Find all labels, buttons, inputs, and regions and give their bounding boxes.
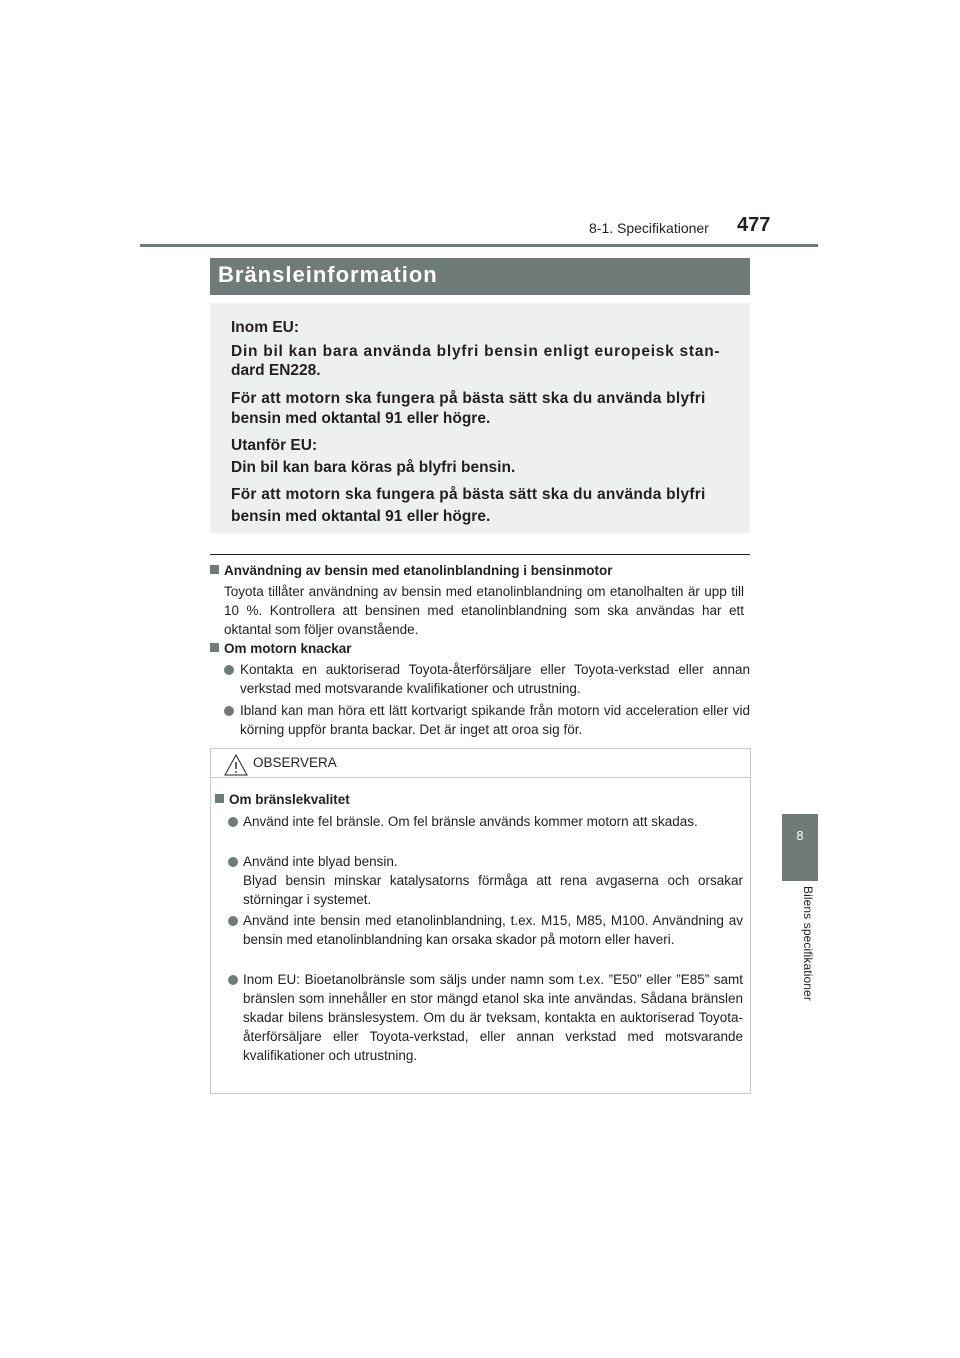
notice-heading-text: Om bränslekvalitet [229,792,350,807]
notice-bullet-subtext: Blyad bensin minskar katalysatorns förmåga att rena avgaserna och orsakar störningar i systemet. [243,873,743,907]
square-bullet-icon [210,643,219,652]
section-heading-text: Om motorn knackar [224,641,352,656]
notice-bullet-text: Inom EU: Bioetanolbränsle som säljs under namn som t.ex. ”E50” eller ”E85” samt bränslen som innehåller en stor mängd etanol ska inte användas. Sådana bränslen skadar bilens bränslesystem. Om du är tveksam, kontakta en auktoriserad Toyota-återförsäljare eller Toyota-verkstad, eller annan verkstad med motsvarande kvalifikationer och utrustning. [243,972,743,1063]
info-line: För att motorn ska fungera på bästa sätt ska du använda blyfri [231,390,706,407]
section-heading-text: Användning av bensin med etanolinblandning i bensinmotor [224,563,613,578]
circle-bullet-icon [228,857,238,867]
notice-title: OBSERVERA [253,755,337,770]
section-divider [210,554,750,555]
page-title: Bränsleinformation [218,262,438,287]
circle-bullet-icon [228,975,238,985]
info-line: bensin med oktantal 91 eller högre. [231,410,491,427]
section-paragraph: Toyota tillåter användning av bensin med etanolinblandning om etanolhalten är upp till 10 %. Kontrollera att bensinen med etanolinblandning som ska användas har ett oktantal som följer ovanstående. [224,584,744,637]
bullet-text: Ibland kan man höra ett lätt kortvarigt spikande från motorn vid acceleration eller vid körning uppför branta backar. Det är inget att oroa sig för. [240,703,750,737]
info-line: bensin med oktantal 91 eller högre. [231,508,491,525]
circle-bullet-icon [224,706,234,716]
warning-triangle-icon [224,754,248,776]
notice-bullet-text: Använd inte bensin med etanolinblandning, t.ex. M15, M85, M100. Användning av bensin med etanolinblandning kan orsaka skador på motorn eller haveri. [243,913,743,947]
info-line: Utanför EU: [231,437,318,454]
section-heading [210,563,613,578]
bullet-text: Kontakta en auktoriserad Toyota-återförsäljare eller Toyota-verkstad eller annan verkstad med motsvarande kvalifikationer och utrustning. [240,662,750,696]
info-line: Din bil kan bara använda blyfri bensin enligt europeisk stan- [231,343,721,360]
square-bullet-icon [215,794,224,803]
notice-heading [215,792,350,807]
header-rule [140,244,818,247]
chapter-tab [782,814,818,881]
notice-bullet-text: Använd inte fel bränsle. Om fel bränsle används kommer motorn att skadas. [243,814,698,829]
info-line: dard EN228. [231,362,321,379]
circle-bullet-icon [228,916,238,926]
circle-bullet-icon [228,817,238,827]
title-bar [210,258,750,295]
circle-bullet-icon [224,665,234,675]
notice-divider [210,777,751,778]
square-bullet-icon [210,565,219,574]
page-number: 477 [737,214,771,236]
info-line: För att motorn ska fungera på bästa sätt ska du använda blyfri [231,486,706,503]
info-line: Din bil kan bara köras på blyfri bensin. [231,459,516,476]
chapter-label: Bilens specifikationer [801,886,815,1001]
chapter-number: 8 [796,828,804,843]
section-heading [210,641,352,656]
notice-bullet-text: Använd inte blyad bensin. [243,854,398,869]
section-header: 8-1. Specifikationer [589,220,709,236]
info-line: Inom EU: [231,319,300,336]
